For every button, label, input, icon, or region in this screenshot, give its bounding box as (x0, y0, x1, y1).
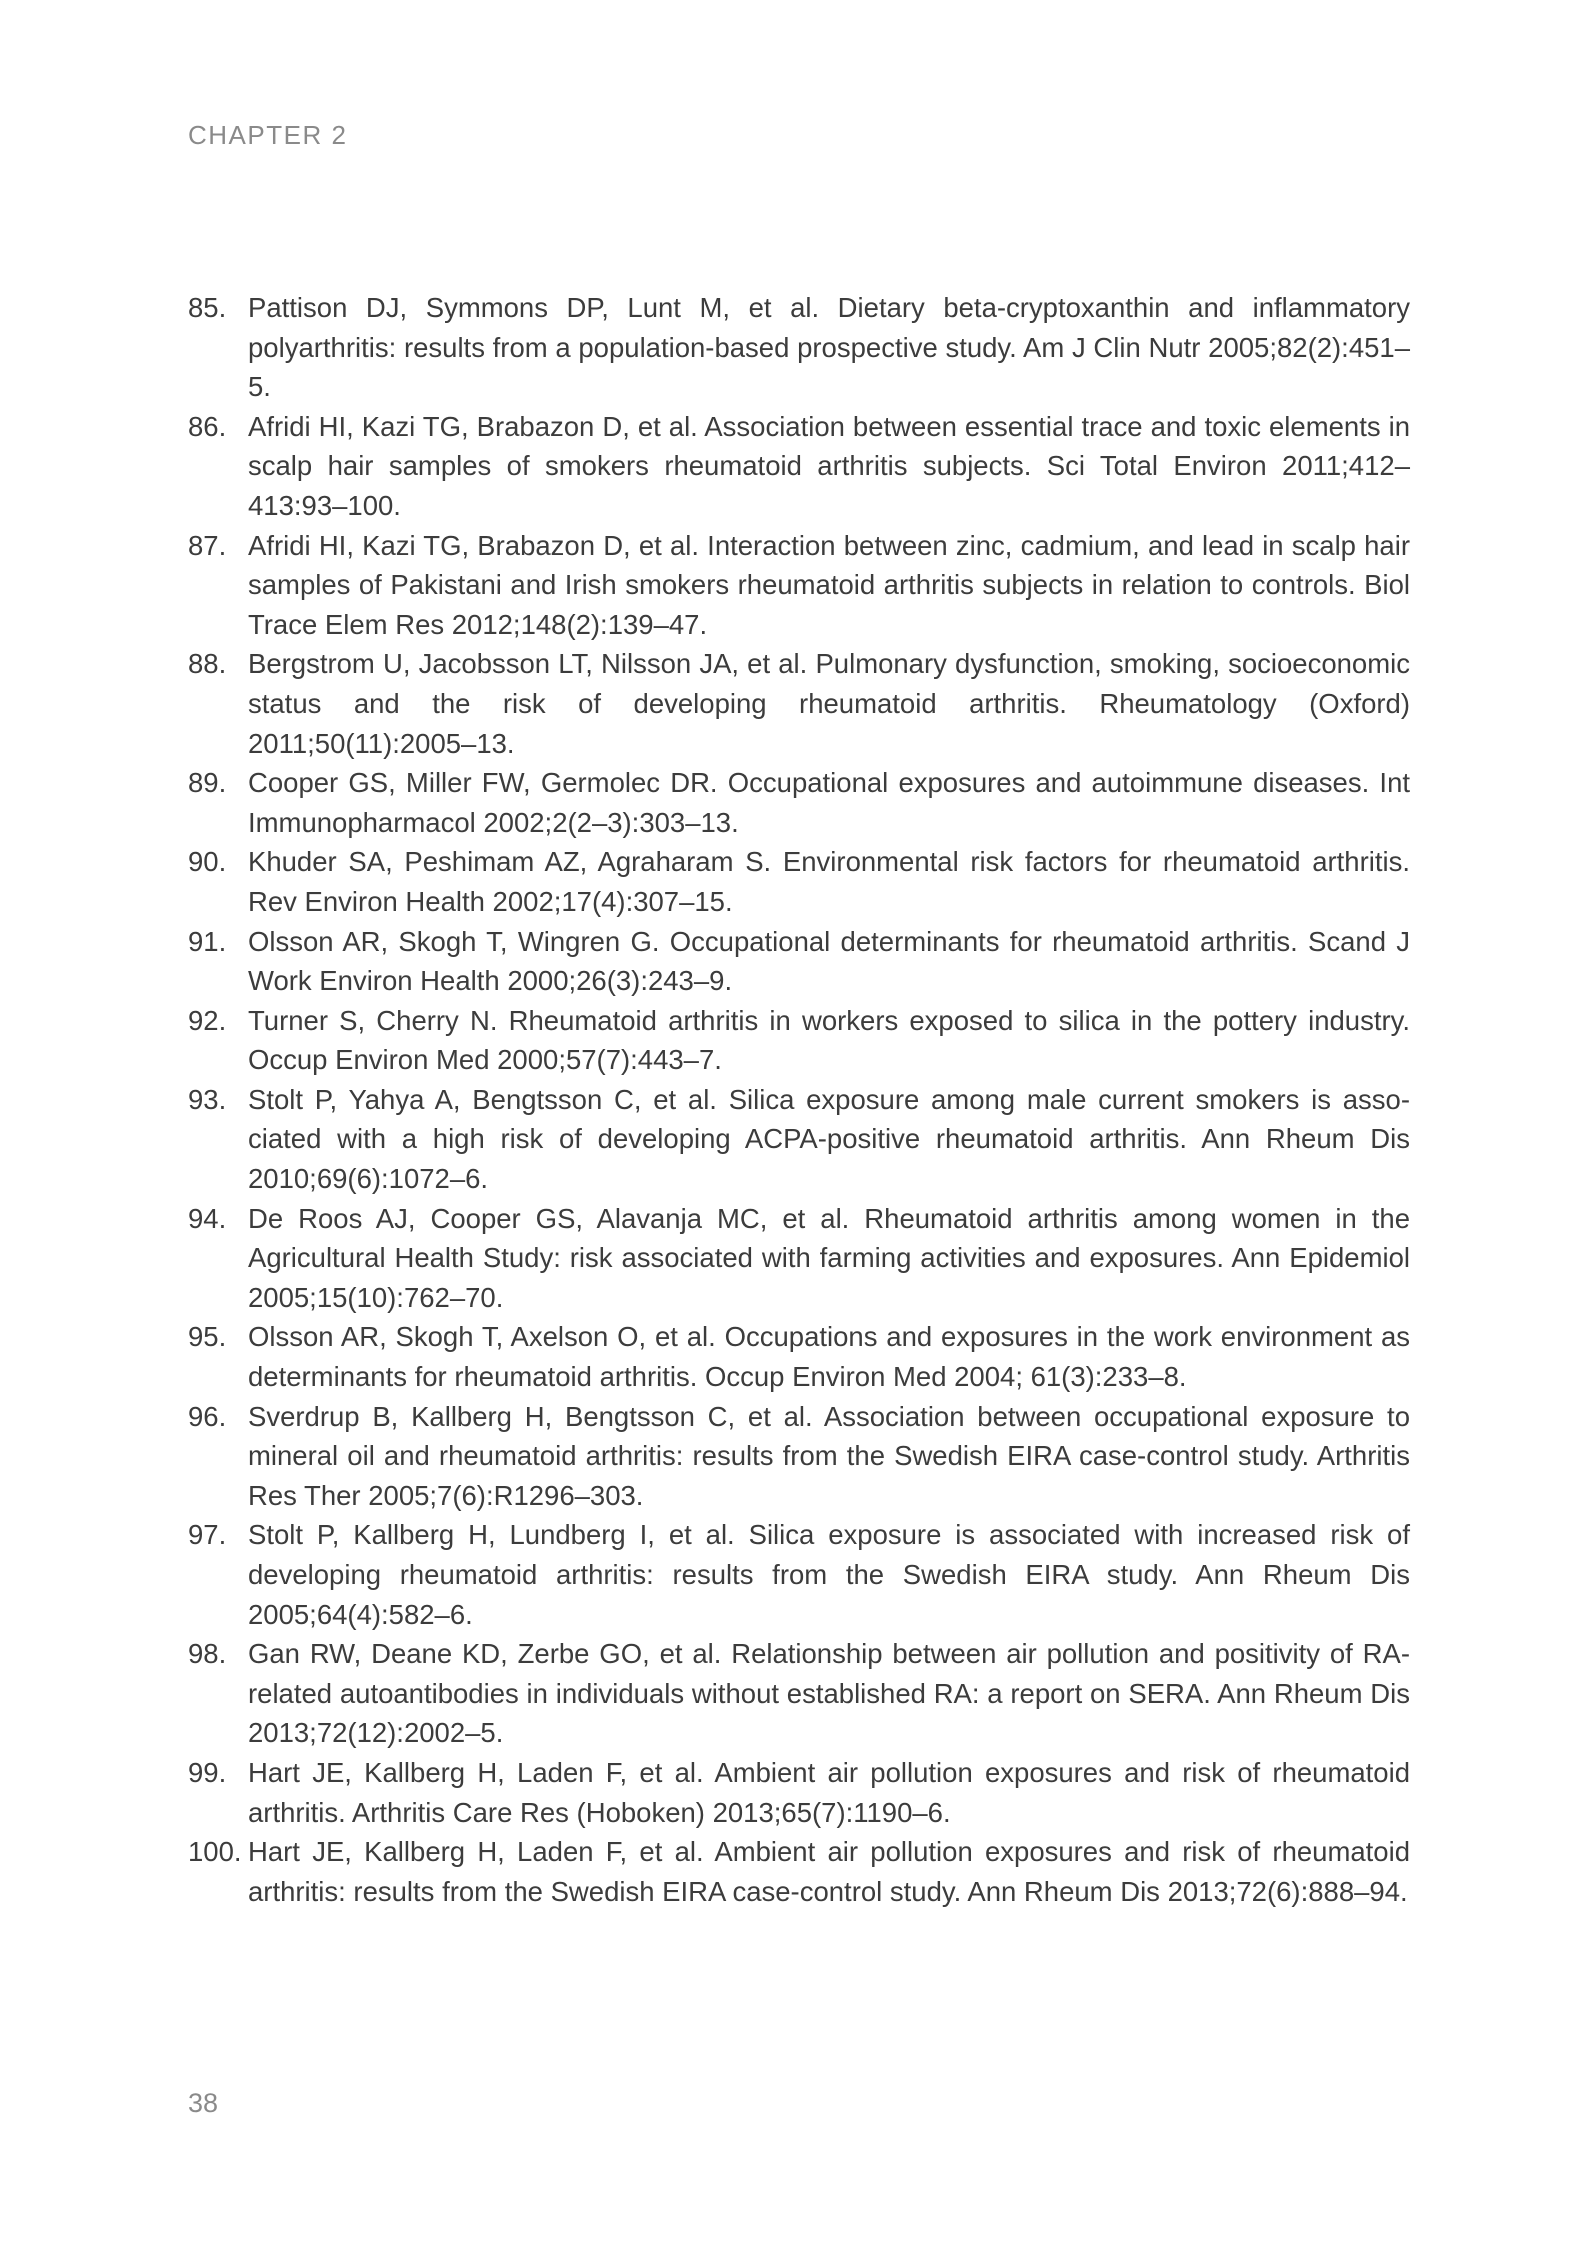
page-number: 38 (188, 2088, 219, 2118)
reference-text: Hart JE, Kallberg H, Laden F, et al. Ambient air pollution exposures and risk of rheumatoid arthritis: results from the Swedish EIRA case-control study. Ann Rheum Dis 2013;72(6):888–94. (248, 1836, 1410, 1907)
reference-item (188, 526, 1410, 645)
reference-item (188, 1832, 1410, 1911)
reference-number: 88. (188, 648, 227, 680)
reference-text: Khuder SA, Peshimam AZ, Agraharam S. Environmental risk factors for rheumatoid arthritis. Rev Environ Health 2002;17(4):307–15. (248, 846, 1410, 917)
reference-text: Pattison DJ, Symmons DP, Lunt M, et al. Dietary beta-cryptoxanthin and inflammatory polyarthritis: results from a population-based prospective study. Am J Clin Nutr 2005;82(2):451–5. (248, 292, 1410, 403)
reference-item (188, 288, 1410, 407)
reference-text: Hart JE, Kallberg H, Laden F, et al. Ambient air pollution exposures and risk of rheumatoid arthritis. Arthritis Care Res (Hoboken) 2013;65(7):1190–6. (248, 1756, 1410, 1828)
reference-item (188, 407, 1410, 526)
reference-text: Olsson AR, Skogh T, Axelson O, et al. Occupations and exposures in the work environment as determinants for rheumatoid arthritis. Occup Environ Med 2004; 61(3):233–8. (248, 1321, 1410, 1393)
reference-item (188, 1397, 1410, 1516)
reference-number: 94. (188, 1202, 227, 1234)
reference-number: 92. (188, 1004, 227, 1036)
reference-number: 87. (188, 529, 227, 561)
reference-item (188, 1753, 1410, 1832)
reference-text: Stolt P, Kallberg H, Lundberg I, et al. Silica exposure is associated with increased risk of developing rheumatoid arthritis: results from the Swedish EIRA study. Ann Rheum Dis 2005;64(4):582–6. (248, 1519, 1410, 1630)
running-head: CHAPTER 2 (188, 120, 348, 150)
reference-text: Stolt P, Yahya A, Bengtsson C, et al. Silica exposure among male current smokers is associated with a high risk of developing ACPA-positive rheumatoid arthritis. Ann Rheum Dis 2010;69(6):1072–6. (248, 1083, 1410, 1195)
reference-text: Olsson AR, Skogh T, Wingren G. Occupational determinants for rheumatoid arthritis. Scand J Work Environ Health 2000;26(3):243–9. (248, 925, 1410, 997)
reference-number: 95. (188, 1321, 227, 1353)
reference-text: Bergstrom U, Jacobsson LT, Nilsson JA, et al. Pulmonary dysfunction, smoking, socioeconomic status and the risk of developing rheumatoid arthritis. Rheumatology (Oxford) 2011;50(11):2005–13. (248, 648, 1410, 759)
reference-item (188, 1080, 1410, 1199)
reference-list (188, 288, 1410, 1911)
reference-number: 99. (188, 1756, 227, 1788)
reference-item (188, 842, 1410, 921)
reference-item (188, 1317, 1410, 1396)
reference-number: 85. (188, 292, 227, 323)
reference-number: 100. (188, 1836, 242, 1868)
reference-number: 96. (188, 1400, 227, 1432)
reference-item (188, 1001, 1410, 1080)
reference-item (188, 644, 1410, 763)
reference-text: Turner S, Cherry N. Rheumatoid arthritis in workers exposed to silica in the pottery industry. Occup Environ Med 2000;57(7):443–7. (248, 1004, 1410, 1076)
reference-text: De Roos AJ, Cooper GS, Alavanja MC, et al. Rheumatoid arthritis among women in the Agricultural Health Study: risk associated with farming activities and exposures. Ann Epidemiol 2005;15(10):762–70. (248, 1202, 1410, 1313)
reference-text: Cooper GS, Miller FW, Germolec DR. Occupational exposures and autoimmune diseases. Int Immunopharmacol 2002;2(2–3):303–13. (248, 767, 1410, 838)
reference-number: 90. (188, 846, 227, 878)
reference-number: 98. (188, 1638, 227, 1670)
reference-number: 97. (188, 1519, 227, 1551)
reference-number: 93. (188, 1083, 227, 1115)
reference-item (188, 1634, 1410, 1753)
reference-text: Afridi HI, Kazi TG, Brabazon D, et al. Association between essential trace and toxic elements in scalp hair samples of smokers rheumatoid arthritis subjects. Sci Total Environ 2011;412–413:93–100. (248, 410, 1410, 521)
reference-number: 91. (188, 925, 227, 957)
reference-item (188, 1199, 1410, 1318)
reference-item (188, 922, 1410, 1001)
reference-item (188, 1515, 1410, 1634)
reference-text: Afridi HI, Kazi TG, Brabazon D, et al. Interaction between zinc, cadmium, and lead in scalp hair samples of Pakistani and Irish smokers rheumatoid arthritis subjects in relation to controls. Biol Trace Elem Res 2012;148(2):139–47. (248, 529, 1410, 640)
reference-item (188, 763, 1410, 842)
reference-number: 86. (188, 410, 227, 442)
reference-text: Sverdrup B, Kallberg H, Bengtsson C, et al. Association between occupational exposure to mineral oil and rheumatoid arthritis: results from the Swedish EIRA case-control study. Arthritis Res Ther 2005;7(6):R1296–303. (248, 1400, 1410, 1511)
reference-number: 89. (188, 767, 227, 799)
reference-text: Gan RW, Deane KD, Zerbe GO, et al. Relationship between air pollution and positivity of RA-related autoantibodies in individuals without established RA: a report on SERA. Ann Rheum Dis 2013;72(12):2002–5. (248, 1638, 1410, 1749)
